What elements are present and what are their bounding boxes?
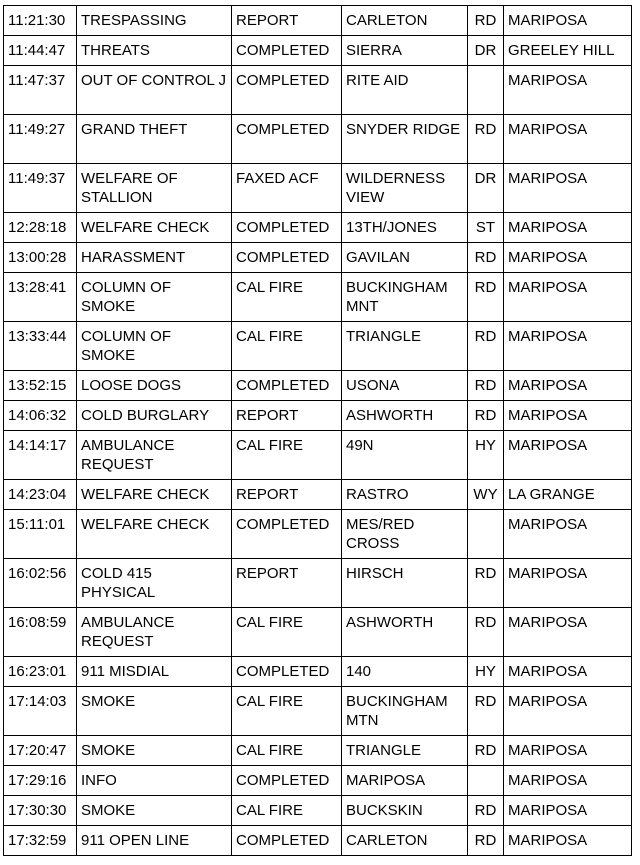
time-cell: 13:52:15 [4,371,77,401]
incident-cell: COLD 415 PHYSICAL [77,559,232,608]
disposition-cell: COMPLETED [232,66,342,115]
street-type-cell: RD [468,687,504,736]
street-cell: GAVILAN [342,243,468,273]
incident-cell: TRESPASSING [77,6,232,36]
time-cell: 14:14:17 [4,431,77,480]
disposition-cell: REPORT [232,401,342,431]
city-cell: MARIPOSA [504,401,632,431]
time-cell: 15:11:01 [4,510,77,559]
street-cell: TRIANGLE [342,322,468,371]
time-cell: 11:49:37 [4,164,77,213]
table-row [4,480,632,510]
street-cell: TRIANGLE [342,736,468,766]
incident-cell: 911 OPEN LINE [77,826,232,856]
street-type-cell: RD [468,608,504,657]
street-type-cell: HY [468,657,504,687]
disposition-cell: CAL FIRE [232,796,342,826]
disposition-cell: CAL FIRE [232,431,342,480]
disposition-cell: REPORT [232,559,342,608]
city-cell: GREELEY HILL [504,36,632,66]
street-type-cell: RD [468,796,504,826]
street-cell: RITE AID [342,66,468,115]
street-cell: MARIPOSA [342,766,468,796]
disposition-cell: REPORT [232,480,342,510]
street-cell: ASHWORTH [342,401,468,431]
incident-cell: COLUMN OF SMOKE [77,322,232,371]
street-type-cell: WY [468,480,504,510]
city-cell: MARIPOSA [504,608,632,657]
incident-cell: AMBULANCE REQUEST [77,608,232,657]
street-type-cell: RD [468,273,504,322]
street-type-cell: DR [468,164,504,213]
time-cell: 17:32:59 [4,826,77,856]
time-cell: 17:30:30 [4,796,77,826]
table-row [4,164,632,213]
street-cell: 140 [342,657,468,687]
street-cell: BUCKINGHAM MTN [342,687,468,736]
street-type-cell: RD [468,401,504,431]
table-row [4,371,632,401]
city-cell: MARIPOSA [504,687,632,736]
street-type-cell: RD [468,322,504,371]
city-cell: MARIPOSA [504,657,632,687]
table-row [4,826,632,856]
street-type-cell [468,510,504,559]
disposition-cell: COMPLETED [232,510,342,559]
table-row [4,6,632,36]
incident-cell: COLD BURGLARY [77,401,232,431]
street-type-cell: RD [468,243,504,273]
table-row [4,559,632,608]
table-row [4,36,632,66]
incident-cell: INFO [77,766,232,796]
street-cell: USONA [342,371,468,401]
table-row [4,66,632,115]
street-cell: BUCKINGHAM MNT [342,273,468,322]
city-cell: MARIPOSA [504,164,632,213]
time-cell: 12:28:18 [4,213,77,243]
street-type-cell: RD [468,826,504,856]
incident-cell: SMOKE [77,736,232,766]
disposition-cell: COMPLETED [232,657,342,687]
city-cell: MARIPOSA [504,243,632,273]
street-cell: MES/RED CROSS [342,510,468,559]
table-row [4,401,632,431]
street-cell: HIRSCH [342,559,468,608]
city-cell: MARIPOSA [504,115,632,164]
disposition-cell: REPORT [232,6,342,36]
city-cell: MARIPOSA [504,431,632,480]
disposition-cell: COMPLETED [232,826,342,856]
table-row [4,736,632,766]
disposition-cell: CAL FIRE [232,273,342,322]
street-type-cell: ST [468,213,504,243]
incident-cell: 911 MISDIAL [77,657,232,687]
street-cell: 13TH/JONES [342,213,468,243]
street-type-cell: RD [468,371,504,401]
street-type-cell: HY [468,431,504,480]
incident-cell: SMOKE [77,796,232,826]
city-cell: MARIPOSA [504,826,632,856]
disposition-cell: CAL FIRE [232,322,342,371]
street-cell: RASTRO [342,480,468,510]
disposition-cell: COMPLETED [232,36,342,66]
incident-cell: AMBULANCE REQUEST [77,431,232,480]
time-cell: 11:47:37 [4,66,77,115]
incident-cell: GRAND THEFT [77,115,232,164]
disposition-cell: CAL FIRE [232,687,342,736]
disposition-cell: CAL FIRE [232,736,342,766]
time-cell: 11:44:47 [4,36,77,66]
time-cell: 13:00:28 [4,243,77,273]
street-cell: SIERRA [342,36,468,66]
time-cell: 17:14:03 [4,687,77,736]
time-cell: 14:06:32 [4,401,77,431]
city-cell: LA GRANGE [504,480,632,510]
incident-cell: COLUMN OF SMOKE [77,273,232,322]
table-row [4,766,632,796]
table-row [4,273,632,322]
table-row [4,687,632,736]
incident-cell: SMOKE [77,687,232,736]
disposition-cell: COMPLETED [232,115,342,164]
city-cell: MARIPOSA [504,510,632,559]
disposition-cell: CAL FIRE [232,608,342,657]
disposition-cell: COMPLETED [232,213,342,243]
street-type-cell: DR [468,36,504,66]
incident-cell: WELFARE CHECK [77,510,232,559]
city-cell: MARIPOSA [504,796,632,826]
city-cell: MARIPOSA [504,6,632,36]
street-cell: ASHWORTH [342,608,468,657]
street-type-cell [468,766,504,796]
time-cell: 11:49:27 [4,115,77,164]
incident-cell: LOOSE DOGS [77,371,232,401]
time-cell: 17:29:16 [4,766,77,796]
street-cell: 49N [342,431,468,480]
disposition-cell: COMPLETED [232,243,342,273]
table-row [4,608,632,657]
street-cell: SNYDER RIDGE [342,115,468,164]
table-row [4,796,632,826]
incident-cell: WELFARE CHECK [77,213,232,243]
table-row [4,243,632,273]
incident-cell: THREATS [77,36,232,66]
city-cell: MARIPOSA [504,322,632,371]
street-type-cell [468,66,504,115]
time-cell: 16:23:01 [4,657,77,687]
time-cell: 16:02:56 [4,559,77,608]
disposition-cell: COMPLETED [232,766,342,796]
city-cell: MARIPOSA [504,213,632,243]
street-cell: BUCKSKIN [342,796,468,826]
disposition-cell: COMPLETED [232,371,342,401]
city-cell: MARIPOSA [504,66,632,115]
time-cell: 17:20:47 [4,736,77,766]
city-cell: MARIPOSA [504,736,632,766]
city-cell: MARIPOSA [504,766,632,796]
incident-log-table [3,5,632,856]
time-cell: 13:33:44 [4,322,77,371]
incident-cell: OUT OF CONTROL J [77,66,232,115]
incident-cell: WELFARE CHECK [77,480,232,510]
street-type-cell: RD [468,6,504,36]
street-type-cell: RD [468,115,504,164]
table-row [4,510,632,559]
incident-log-body [4,6,632,856]
disposition-cell: FAXED ACF [232,164,342,213]
incident-cell: HARASSMENT [77,243,232,273]
incident-cell: WELFARE OF STALLION [77,164,232,213]
time-cell: 13:28:41 [4,273,77,322]
city-cell: MARIPOSA [504,371,632,401]
city-cell: MARIPOSA [504,273,632,322]
table-row [4,657,632,687]
table-row [4,213,632,243]
street-cell: WILDERNESS VIEW [342,164,468,213]
table-row [4,115,632,164]
time-cell: 16:08:59 [4,608,77,657]
time-cell: 11:21:30 [4,6,77,36]
time-cell: 14:23:04 [4,480,77,510]
street-cell: CARLETON [342,6,468,36]
table-row [4,431,632,480]
street-type-cell: RD [468,559,504,608]
city-cell: MARIPOSA [504,559,632,608]
street-type-cell: RD [468,736,504,766]
table-row [4,322,632,371]
street-cell: CARLETON [342,826,468,856]
